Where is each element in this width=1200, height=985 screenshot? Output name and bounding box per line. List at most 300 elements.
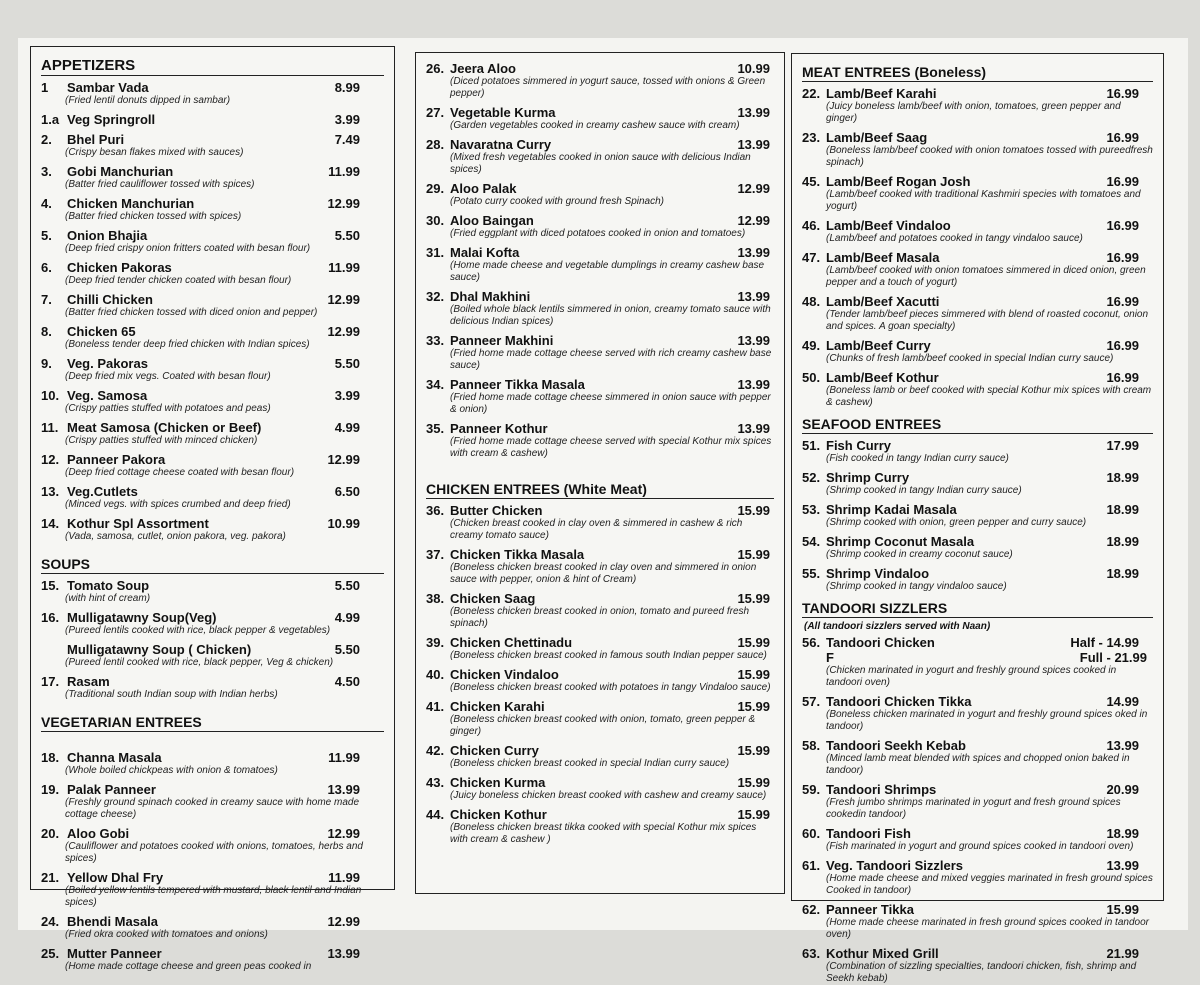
item-price: 13.99 [737,333,770,348]
item-price: 4.99 [334,610,360,625]
item-number: 32. [426,289,445,304]
section-title-meat: MEAT ENTREES (Boneless) [802,62,1153,82]
item-name: Navaratna Curry [450,137,552,152]
item-price: 15.99 [737,807,770,822]
item-price: 12.99 [327,914,360,929]
item-name: Lamb/Beef Vindaloo [826,218,951,233]
item-name: Chicken Tikka Masala [450,547,585,562]
menu-item [41,484,384,511]
item-price: 4.99 [334,420,360,435]
item-description: (Lamb/beef cooked with onion tomatoes simmered in diced onion, green pepper and a touch of yogurt) [826,265,1146,288]
item-name: Chicken Saag [450,591,536,606]
item-number: 23. [802,130,821,145]
item-description: (Pureed lentil cooked with rice, black pepper, Veg & chicken) [65,657,334,668]
item-number: 33. [426,333,445,348]
menu-item [426,421,774,460]
section-title-chicken: CHICKEN ENTREES (White Meat) [426,479,774,499]
item-description: (Pureed lentils cooked with rice, black pepper & vegetables) [65,625,331,636]
item-price: 11.99 [328,260,360,275]
item-name: Chicken Chettinadu [450,635,573,650]
item-name: Chicken Pakoras [67,260,172,275]
item-name: Panneer Makhini [450,333,554,348]
item-number: 16. [41,610,60,625]
item-number: 29. [426,181,445,196]
section-title-tandoori: TANDOORI SIZZLERS [802,598,1153,618]
section-title-vegetarian: VEGETARIAN ENTREES [41,712,384,732]
section-title-appetizers: APPETIZERS [41,55,384,76]
menu-item [41,782,384,821]
item-description: (Fish cooked in tangy Indian curry sauce) [826,453,1009,464]
item-description: (Boneless chicken breast cooked in famous south Indian pepper sauce) [450,650,767,661]
item-number: 39. [426,635,445,650]
soups-list [41,578,384,701]
item-number: 36. [426,503,445,518]
item-price: 16.99 [1106,174,1139,189]
item-description: (Boneless chicken breast cooked in special Indian curry sauce) [450,758,730,769]
item-price: 17.99 [1106,438,1139,453]
menu-item [802,858,1153,897]
item-price: 13.99 [737,105,770,120]
menu-item [41,292,384,319]
item-name: Dhal Makhini [450,289,531,304]
item-price: 15.99 [737,775,770,790]
item-name: Jeera Aloo [450,61,516,76]
item-price: 12.99 [327,452,360,467]
item-name: Rasam [67,674,110,689]
item-description: (Home made cottage cheese and green peas cooked in [65,961,312,972]
item-number: 41. [426,699,445,714]
item-number: 25. [41,946,60,961]
menu-item [41,132,384,159]
item-number: 3. [41,164,52,179]
item-price: 13.99 [327,782,360,797]
item-number: 49. [802,338,821,353]
item-description: (Combination of sizzling specialties, tandoori chicken, fish, shrimp and Seekh kebab) [826,961,1137,984]
item-name: Lamb/Beef Rogan Josh [826,174,971,189]
menu-item [426,289,774,328]
item-price: 18.99 [1106,826,1139,841]
item-number: 35. [426,421,445,436]
item-name: Butter Chicken [450,503,543,518]
menu-item [41,578,384,605]
item-description: (Minced lamb meat blended with spices and chopped onion baked in tandoor) [826,753,1130,776]
item-description: (Boiled whole black lentils simmered in onion, creamy tomato sauce with delicious Indian spices) [450,304,771,327]
item-name: Chicken Manchurian [67,196,195,211]
item-number: 11. [41,420,59,435]
item-description: (Lamb/beef cooked with traditional Kashmiri species with tomatoes and yogurt) [826,189,1141,212]
menu-item [41,642,384,669]
item-name: Veg.Cutlets [67,484,138,499]
menu-item [802,694,1153,733]
item-number: 50. [802,370,821,385]
menu-item [426,807,774,846]
item-number: 20. [41,826,60,841]
item-price: 16.99 [1106,370,1139,385]
item-price: 20.99 [1106,782,1139,797]
item-description: (Boneless tender deep fried chicken with Indian spices) [65,339,310,350]
item-description: (Chicken marinated in yogurt and freshly ground spices cooked in tandoori oven) [826,665,1117,688]
item-price: 7.49 [334,132,360,147]
item-name: Lamb/Beef Karahi [826,86,937,101]
menu-item [802,130,1153,169]
item-price: 16.99 [1106,218,1139,233]
item-price: 13.99 [737,137,770,152]
item-name: Tomato Soup [67,578,150,593]
menu-item [41,112,384,127]
item-price: 12.99 [327,196,360,211]
item-price: 18.99 [1106,566,1139,581]
item-description: (Home made cheese and vegetable dumplings in creamy cashew base sauce) [450,260,765,283]
item-description: (Tender lamb/beef pieces simmered with blend of roasted coconut, onion and spices. A goan specialty) [826,309,1149,332]
item-description: (Batter fried chicken tossed with diced onion and pepper) [65,307,318,318]
item-number: 1.a [41,112,60,127]
item-number: 60. [802,826,821,841]
item-number: 30. [426,213,445,228]
item-number: 1 [41,80,49,95]
menu-item [426,699,774,738]
item-number: 24. [41,914,60,929]
item-name: Chicken Curry [450,743,539,758]
menu-item [426,181,774,208]
item-description: (Chicken breast cooked in clay oven & simmered in cashew & rich creamy tomato sauce) [450,518,743,541]
menu-item [41,80,384,107]
section-title-seafood: SEAFOOD ENTREES [802,414,1153,434]
item-description: (Traditional south Indian soup with Indian herbs) [65,689,278,700]
item-number: 10. [41,388,60,403]
menu-item [802,902,1153,941]
menu-item [802,534,1153,561]
item-number: 15. [41,578,60,593]
item-number: 18. [41,750,60,765]
item-number: 58. [802,738,821,753]
item-name: Chicken Vindaloo [450,667,559,682]
item-price: 15.99 [1106,902,1139,917]
item-name: Bhel Puri [67,132,125,147]
menu-column-2 [415,52,785,894]
item-name: Veg Springroll [67,112,156,127]
item-name: Tandoori Seekh Kebab [826,738,966,753]
item-price: 15.99 [737,503,770,518]
item-number: 17. [41,674,60,689]
item-description: (Freshly ground spinach cooked in creamy sauce with home made cottage cheese) [65,797,360,820]
menu-item [426,105,774,132]
item-name: Mutter Panneer [67,946,162,961]
vegetarian-continued-list [426,61,774,460]
item-name: Chicken 65 [67,324,136,339]
item-name: Shrimp Vindaloo [826,566,930,581]
item-number: 2. [41,132,52,147]
menu-item [426,137,774,176]
menu-item [802,738,1153,777]
item-name: Chilli Chicken [67,292,153,307]
item-number: 26. [426,61,445,76]
chicken-list [426,503,774,846]
item-name: Malai Kofta [450,245,520,260]
item-name: Aloo Gobi [67,826,130,841]
item-number: 21. [41,870,60,885]
item-name: Palak Panneer [67,782,156,797]
item-description: (with hint of cream) [65,593,151,604]
item-name: Tandoori Chicken Tikka [826,694,972,709]
item-number: 42. [426,743,445,758]
item-number: 7. [41,292,52,307]
item-name: Aloo Baingan [450,213,534,228]
item-price: 15.99 [737,547,770,562]
item-name: Mulligatawny Soup(Veg) [67,610,217,625]
item-name: Sambar Vada [67,80,149,95]
item-number: 38. [426,591,445,606]
item-description: (Boiled yellow lentils tempered with mustard, black lentil and Indian spices) [65,885,362,908]
menu-item [426,547,774,586]
item-name: Chicken Karahi [450,699,545,714]
item-name: Panneer Kothur [450,421,548,436]
item-description: (Mixed fresh vegetables cooked in onion sauce with delicious Indian spices) [450,152,751,175]
item-price: 6.50 [334,484,360,499]
item-name: Mulligatawny Soup ( Chicken) [67,642,252,657]
item-price: 13.99 [737,421,770,436]
item-number: 62. [802,902,821,917]
menu-item [41,750,384,777]
item-number: 59. [802,782,821,797]
item-price: 3.99 [334,112,360,127]
item-description: (Shrimp cooked with onion, green pepper and curry sauce) [826,517,1087,528]
menu-item [802,946,1153,985]
item-number: 13. [41,484,60,499]
item-price: 15.99 [737,699,770,714]
item-number: 48. [802,294,821,309]
item-description: (Crispy besan flakes mixed with sauces) [65,147,244,158]
item-description: (Boneless lamb/beef cooked with onion tomatoes tossed with pureedfresh spinach) [826,145,1153,168]
menu-item [802,86,1153,125]
item-price: 14.99 [1106,694,1139,709]
menu-column-3 [791,53,1164,984]
item-description: (Shrimp cooked in tangy Indian curry sauce) [826,485,1022,496]
menu-item [802,502,1153,529]
menu-item [41,388,384,415]
item-number: 9. [41,356,52,371]
item-price: 13.99 [737,289,770,304]
item-name: Shrimp Kadai Masala [826,502,957,517]
item-name: Lamb/Beef Xacutti [826,294,940,309]
item-price: 15.99 [737,591,770,606]
menu-item [802,294,1153,333]
menu-item [41,228,384,255]
section-title-soups: SOUPS [41,554,384,574]
meat-list [802,86,1153,409]
item-description: (Potato curry cooked with ground fresh Spinach) [450,196,664,207]
item-description: (Fried eggplant with diced potatoes cooked in onion and tomatoes) [450,228,746,239]
item-price-full: Full - 21.99 [1079,650,1147,665]
menu-item [426,635,774,662]
item-name: Tandoori Chicken [826,635,935,650]
item-price: 16.99 [1106,250,1139,265]
item-description: (Boneless lamb or beef cooked with special Kothur mix spices with cream & cashew) [826,385,1152,408]
menu-item [41,914,384,941]
menu-item [41,610,384,637]
item-description: (Fried home made cottage cheese simmered in onion sauce with pepper & onion) [450,392,771,415]
menu-item [802,826,1153,853]
item-name: Tandoori Fish [826,826,911,841]
menu-item [426,61,774,100]
item-price: 10.99 [327,516,360,531]
item-name: Lamb/Beef Kothur [826,370,939,385]
item-price: 4.50 [334,674,360,689]
item-price: 16.99 [1106,294,1139,309]
menu-item [41,260,384,287]
item-number: 14. [41,516,60,531]
item-description: (Garden vegetables cooked in creamy cashew sauce with cream) [450,120,740,131]
item-size-label: F [826,650,834,665]
item-number: 56. [802,635,821,650]
menu-item [802,174,1153,213]
menu-item [41,196,384,223]
item-description: (Cauliflower and potatoes cooked with onions, tomatoes, herbs and spices) [65,841,363,864]
item-price: 21.99 [1106,946,1139,961]
item-price: 12.99 [737,213,770,228]
menu-item [41,356,384,383]
item-name: Lamb/Beef Masala [826,250,940,265]
menu-item [426,377,774,416]
menu-item [41,946,384,973]
item-price: 13.99 [1106,738,1139,753]
item-description: (Fish marinated in yogurt and ground spices cooked in tandoori oven) [826,841,1134,852]
item-description: (Vada, samosa, cutlet, onion pakora, veg. pakora) [65,531,286,542]
menu-item [41,452,384,479]
item-description: (Deep fried tender chicken coated with besan flour) [65,275,292,286]
item-name: Yellow Dhal Fry [67,870,164,885]
item-number: 45. [802,174,821,189]
item-name: Shrimp Coconut Masala [826,534,975,549]
item-price: 12.99 [327,826,360,841]
menu-item [802,338,1153,365]
item-description: (Batter fried chicken tossed with spices) [65,211,242,222]
menu-item [41,674,384,701]
item-number: 43. [426,775,445,790]
item-description: (Shrimp cooked in creamy coconut sauce) [826,549,1013,560]
menu-item [802,635,1153,689]
item-price: 12.99 [327,324,360,339]
item-name: Lamb/Beef Curry [826,338,931,353]
item-name: Channa Masala [67,750,162,765]
item-number: 61. [802,858,821,873]
item-number: 47. [802,250,821,265]
item-price: 10.99 [737,61,770,76]
item-name: Veg. Pakoras [67,356,148,371]
item-description: (Shrimp cooked in tangy vindaloo sauce) [826,581,1007,592]
item-name: Panneer Tikka [826,902,914,917]
item-price: 5.50 [334,642,360,657]
menu-item [41,420,384,447]
item-number: 27. [426,105,445,120]
item-price: 15.99 [737,667,770,682]
item-price: 15.99 [737,635,770,650]
item-price-half: Half - 14.99 [1070,635,1139,650]
item-name: Kothur Spl Assortment [67,516,209,531]
menu-item [802,370,1153,409]
menu-item [426,667,774,694]
vegetarian-list [41,750,384,973]
menu-item [426,213,774,240]
item-name: Chicken Kurma [450,775,546,790]
item-number: 52. [802,470,821,485]
item-description: (Diced potatoes simmered in yogurt sauce, tossed with onions & Green pepper) [450,76,766,99]
item-number: 31. [426,245,445,260]
item-price: 15.99 [737,743,770,758]
item-description: (Deep fried cottage cheese coated with besan flour) [65,467,295,478]
item-number: 37. [426,547,445,562]
menu-item [426,503,774,542]
menu-item [41,870,384,909]
item-price: 8.99 [334,80,360,95]
item-description: (Fresh jumbo shrimps marinated in yogurt and fresh ground spices cookedin tandoor) [826,797,1121,820]
item-price: 16.99 [1106,86,1139,101]
item-price: 18.99 [1106,534,1139,549]
tandoori-note: (All tandoori sizzlers served with Naan) [804,621,991,632]
menu-item [41,324,384,351]
item-name: Chicken Kothur [450,807,547,822]
item-description: (Minced vegs. with spices crumbed and deep fried) [65,499,291,510]
menu-item [426,333,774,372]
menu-column-1 [30,46,395,972]
menu-item [802,566,1153,593]
menu-item [802,782,1153,821]
item-description: (Batter fried cauliflower tossed with spices) [65,179,255,190]
item-number: 51. [802,438,821,453]
item-price: 16.99 [1106,338,1139,353]
menu-item [41,164,384,191]
item-name: Fish Curry [826,438,892,453]
item-price: 18.99 [1106,470,1139,485]
item-price: 5.50 [334,228,360,243]
item-name: Aloo Palak [450,181,517,196]
item-description: (Juicy boneless chicken breast cooked with cashew and creamy sauce) [450,790,767,801]
item-description: (Boneless chicken breast cooked in onion, tomato and pureed fresh spinach) [450,606,750,629]
item-number: 46. [802,218,821,233]
menu-item [426,591,774,630]
item-name: Panneer Pakora [67,452,166,467]
item-price: 13.99 [327,946,360,961]
item-number: 53. [802,502,821,517]
item-description: (Fried okra cooked with tomatoes and onions) [65,929,268,940]
item-price: 5.50 [334,578,360,593]
menu-item [41,826,384,865]
item-name: Kothur Mixed Grill [826,946,939,961]
item-price: 12.99 [327,292,360,307]
item-description: (Boneless chicken breast cooked with potatoes in tangy Vindaloo sauce) [450,682,771,693]
item-price: 12.99 [737,181,770,196]
item-name: Meat Samosa (Chicken or Beef) [67,420,262,435]
item-number: 8. [41,324,52,339]
appetizers-list [41,80,384,543]
menu-item [426,775,774,802]
item-description: (Fried lentil donuts dipped in sambar) [65,95,231,106]
item-name: Lamb/Beef Saag [826,130,928,145]
menu-item [802,250,1153,289]
item-number: 12. [41,452,60,467]
item-description: (Crispy patties stuffed with minced chicken) [65,435,258,446]
item-number: 5. [41,228,52,243]
item-description: (Fried home made cottage cheese served with special Kothur mix spices with cream & cashew) [450,436,772,459]
item-price: 18.99 [1106,502,1139,517]
menu-item [426,743,774,770]
item-description: (Boneless chicken breast cooked with onion, tomato, green pepper & ginger) [450,714,756,737]
item-name: Panneer Tikka Masala [450,377,585,392]
item-number: 22. [802,86,821,101]
item-price: 16.99 [1106,130,1139,145]
item-description: (Juicy boneless lamb/beef with onion, tomatoes, green pepper and ginger) [826,101,1121,124]
item-description: (Home made cheese and mixed veggies marinated in fresh ground spices Cooked in tandoor) [826,873,1153,896]
item-description: (Crispy patties stuffed with potatoes and peas) [65,403,271,414]
